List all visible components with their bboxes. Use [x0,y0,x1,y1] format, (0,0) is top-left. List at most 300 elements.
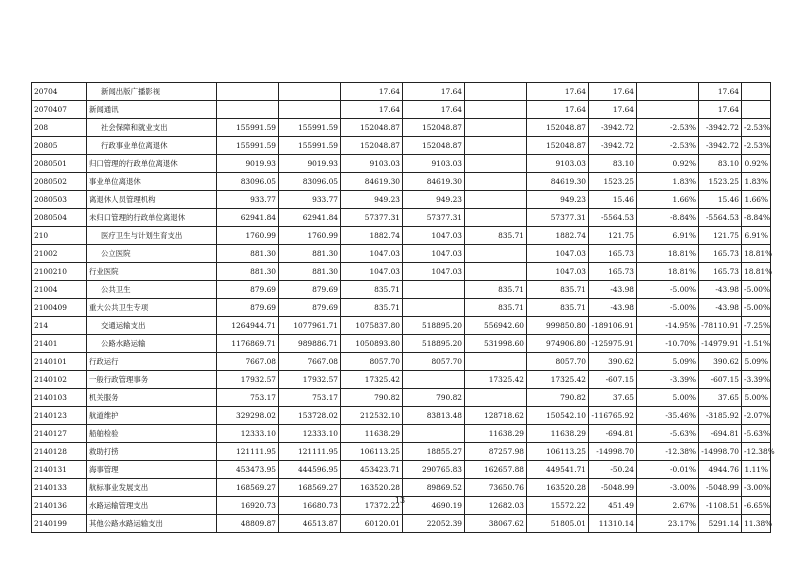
table-row [32,515,771,533]
amount-cell: 518895.20 [403,317,465,335]
amount-cell: 152048.87 [527,119,589,137]
amount-cell: 933.77 [279,191,341,209]
amount-cell: 152048.87 [527,137,589,155]
amount-cell: -8.84% [742,209,771,227]
amount-cell: 150542.10 [527,407,589,425]
amount-cell: 18.81% [742,245,771,263]
table-row [32,281,771,299]
amount-cell: 2.67% [637,497,699,515]
amount-cell [279,83,341,101]
subject-name-cell: 社会保障和就业支出 [87,119,217,137]
amount-cell: -12.38% [637,443,699,461]
amount-cell: 16920.73 [217,497,279,515]
amount-cell: -12.38% [742,443,771,461]
amount-cell: -2.07% [742,407,771,425]
subject-code-cell: 2140127 [32,425,87,443]
amount-cell: 1047.03 [403,263,465,281]
amount-cell [465,119,527,137]
amount-cell: 1047.03 [341,263,403,281]
amount-cell: 83096.05 [217,173,279,191]
amount-cell: 37.65 [699,389,742,407]
amount-cell: 933.77 [217,191,279,209]
subject-code-cell: 2140128 [32,443,87,461]
amount-cell: -189106.91 [589,317,637,335]
table-row [32,155,771,173]
amount-cell: 753.17 [279,389,341,407]
subject-name-cell: 新闻出版广播影视 [87,83,217,101]
amount-cell: 1.11% [742,461,771,479]
amount-cell: 1.66% [637,191,699,209]
amount-cell: 999850.80 [527,317,589,335]
amount-cell: 1077961.71 [279,317,341,335]
subject-code-cell: 21401 [32,335,87,353]
amount-cell: 168569.27 [217,479,279,497]
amount-cell: 62941.84 [279,209,341,227]
amount-cell: 449541.71 [527,461,589,479]
amount-cell: -14.95% [637,317,699,335]
amount-cell: 949.23 [403,191,465,209]
amount-cell: 38067.62 [465,515,527,533]
amount-cell: 1523.25 [699,173,742,191]
amount-cell [403,425,465,443]
amount-cell: 290765.83 [403,461,465,479]
amount-cell: -694.81 [699,425,742,443]
amount-cell: 879.69 [217,281,279,299]
amount-cell: 835.71 [341,299,403,317]
subject-name-cell: 机关服务 [87,389,217,407]
amount-cell: 949.23 [527,191,589,209]
amount-cell: 155991.59 [217,137,279,155]
amount-cell [465,245,527,263]
subject-code-cell: 2070407 [32,101,87,119]
amount-cell: 18.81% [637,263,699,281]
amount-cell: -5.63% [742,425,771,443]
subject-code-cell: 2080501 [32,155,87,173]
amount-cell: 11310.14 [589,515,637,533]
amount-cell: -5564.53 [589,209,637,227]
amount-cell: 1.83% [742,173,771,191]
amount-cell: 84619.30 [341,173,403,191]
amount-cell: 1047.03 [527,245,589,263]
subject-code-cell: 2140136 [32,497,87,515]
amount-cell: 17932.57 [217,371,279,389]
amount-cell: -3.00% [637,479,699,497]
amount-cell: 162657.88 [465,461,527,479]
amount-cell: -2.53% [637,119,699,137]
amount-cell: 60120.01 [341,515,403,533]
amount-cell: 165.73 [589,263,637,281]
amount-cell: 165.73 [699,245,742,263]
amount-cell: -607.15 [589,371,637,389]
subject-code-cell: 2140102 [32,371,87,389]
amount-cell: 1264944.71 [217,317,279,335]
amount-cell: 1075837.80 [341,317,403,335]
amount-cell: -3942.72 [699,137,742,155]
table-row [32,83,771,101]
subject-name-cell: 未归口管理的行政单位离退休 [87,209,217,227]
amount-cell: 73650.76 [465,479,527,497]
page-number: 13 [394,496,406,505]
amount-cell: 974906.80 [527,335,589,353]
subject-name-cell: 船舶检验 [87,425,217,443]
amount-cell: 121.75 [589,227,637,245]
amount-cell: 790.82 [403,389,465,407]
table-row [32,371,771,389]
subject-code-cell: 2080502 [32,173,87,191]
table-row [32,101,771,119]
subject-name-cell: 医疗卫生与计划生育支出 [87,227,217,245]
table-row [32,299,771,317]
amount-cell [465,155,527,173]
subject-code-cell: 2100210 [32,263,87,281]
subject-code-cell: 210 [32,227,87,245]
amount-cell: 1523.25 [589,173,637,191]
amount-cell: 17325.42 [527,371,589,389]
amount-cell: 15.46 [589,191,637,209]
amount-cell: -6.65% [742,497,771,515]
amount-cell: 17372.22 [341,497,403,515]
amount-cell: 329298.02 [217,407,279,425]
subject-code-cell: 20805 [32,137,87,155]
amount-cell: 163520.28 [527,479,589,497]
amount-cell [403,299,465,317]
amount-cell: 155991.59 [279,137,341,155]
amount-cell: 18.81% [637,245,699,263]
amount-cell: 835.71 [465,281,527,299]
amount-cell: 790.82 [341,389,403,407]
amount-cell: 121111.95 [279,443,341,461]
amount-cell: -5048.99 [699,479,742,497]
amount-cell [465,389,527,407]
amount-cell: 57377.31 [341,209,403,227]
amount-cell: 152048.87 [341,119,403,137]
amount-cell: -3185.92 [699,407,742,425]
amount-cell [637,101,699,119]
amount-cell: 1882.74 [527,227,589,245]
amount-cell: 390.62 [589,353,637,371]
subject-code-cell: 20704 [32,83,87,101]
amount-cell: 5.00% [742,389,771,407]
table-row [32,317,771,335]
amount-cell [217,101,279,119]
amount-cell: 17.64 [527,101,589,119]
amount-cell: 881.30 [217,263,279,281]
table-row [32,389,771,407]
subject-name-cell: 离退休人员管理机构 [87,191,217,209]
amount-cell: 16680.73 [279,497,341,515]
subject-name-cell: 航道维护 [87,407,217,425]
table-row [32,479,771,497]
table-row [32,173,771,191]
table-row [32,263,771,281]
subject-name-cell: 行政运行 [87,353,217,371]
amount-cell: 15572.22 [527,497,589,515]
subject-code-cell: 2140103 [32,389,87,407]
amount-cell [279,101,341,119]
table-row [32,191,771,209]
amount-cell: 556942.60 [465,317,527,335]
amount-cell: 881.30 [279,263,341,281]
amount-cell: 17932.57 [279,371,341,389]
table-row [32,209,771,227]
subject-name-cell: 海事管理 [87,461,217,479]
amount-cell: -5564.53 [699,209,742,227]
amount-cell: 1050893.80 [341,335,403,353]
amount-cell: 6.91% [742,227,771,245]
subject-name-cell: 新闻通讯 [87,101,217,119]
subject-name-cell: 归口管理的行政单位离退休 [87,155,217,173]
amount-cell: 51805.01 [527,515,589,533]
amount-cell: 57377.31 [527,209,589,227]
amount-cell: -2.53% [637,137,699,155]
subject-code-cell: 2140131 [32,461,87,479]
amount-cell: 12333.10 [279,425,341,443]
amount-cell: 84619.30 [527,173,589,191]
amount-cell: 17.64 [527,83,589,101]
amount-cell: 152048.87 [341,137,403,155]
subject-code-cell: 2140123 [32,407,87,425]
table-row [32,227,771,245]
subject-code-cell: 21002 [32,245,87,263]
table-row [32,137,771,155]
amount-cell: 1882.74 [341,227,403,245]
amount-cell: 6.91% [637,227,699,245]
amount-cell: 89869.52 [403,479,465,497]
amount-cell: 1760.99 [279,227,341,245]
amount-cell: 17.64 [403,101,465,119]
amount-cell: 4690.19 [403,497,465,515]
amount-cell: -43.98 [699,299,742,317]
subject-name-cell: 公共卫生 [87,281,217,299]
amount-cell: 949.23 [341,191,403,209]
amount-cell: -14998.70 [699,443,742,461]
subject-code-cell: 2140133 [32,479,87,497]
amount-cell: 18.81% [742,263,771,281]
amount-cell: 835.71 [465,299,527,317]
amount-cell: 790.82 [527,389,589,407]
amount-cell: 83096.05 [279,173,341,191]
amount-cell: -3.00% [742,479,771,497]
amount-cell [465,173,527,191]
amount-cell: -0.01% [637,461,699,479]
amount-cell: 15.46 [699,191,742,209]
amount-cell: 48809.87 [217,515,279,533]
amount-cell: 83.10 [589,155,637,173]
subject-code-cell: 2080504 [32,209,87,227]
amount-cell: 5.09% [637,353,699,371]
amount-cell: 106113.25 [341,443,403,461]
table-row [32,119,771,137]
amount-cell: 0.92% [742,155,771,173]
amount-cell: -116765.92 [589,407,637,425]
amount-cell: 879.69 [279,281,341,299]
amount-cell: -1.51% [742,335,771,353]
amount-cell [217,83,279,101]
amount-cell: 453473.95 [217,461,279,479]
amount-cell: 106113.25 [527,443,589,461]
amount-cell: -5048.99 [589,479,637,497]
amount-cell: 121.75 [699,227,742,245]
amount-cell: 155991.59 [217,119,279,137]
amount-cell: 62941.84 [217,209,279,227]
amount-cell: 153728.02 [279,407,341,425]
amount-cell: 9019.93 [217,155,279,173]
amount-cell: 835.71 [465,227,527,245]
amount-cell: 46513.87 [279,515,341,533]
subject-code-cell: 2080503 [32,191,87,209]
amount-cell: 1760.99 [217,227,279,245]
amount-cell: 22052.39 [403,515,465,533]
amount-cell: -3942.72 [589,137,637,155]
table-row [32,335,771,353]
subject-name-cell: 交通运输支出 [87,317,217,335]
subject-name-cell: 一般行政管理事务 [87,371,217,389]
amount-cell: 87257.98 [465,443,527,461]
amount-cell: 1047.03 [527,263,589,281]
amount-cell: 17.64 [589,101,637,119]
amount-cell: 11.38% [742,515,771,533]
amount-cell: 17.64 [341,83,403,101]
subject-name-cell: 重大公共卫生专项 [87,299,217,317]
subject-name-cell: 事业单位离退休 [87,173,217,191]
amount-cell: 152048.87 [403,137,465,155]
amount-cell: -5.00% [637,281,699,299]
amount-cell: -125975.91 [589,335,637,353]
amount-cell: 0.92% [637,155,699,173]
amount-cell: -607.15 [699,371,742,389]
amount-cell: 881.30 [217,245,279,263]
subject-code-cell: 21004 [32,281,87,299]
amount-cell: -5.63% [637,425,699,443]
amount-cell [403,371,465,389]
amount-cell: 12333.10 [217,425,279,443]
amount-cell [742,83,771,101]
subject-name-cell: 公路水路运输 [87,335,217,353]
amount-cell: 23.17% [637,515,699,533]
amount-cell: -43.98 [589,299,637,317]
amount-cell: 17.64 [403,83,465,101]
subject-name-cell: 行政事业单位离退休 [87,137,217,155]
amount-cell: 390.62 [699,353,742,371]
amount-cell: -3.39% [637,371,699,389]
amount-cell: 5.00% [637,389,699,407]
table-row [32,245,771,263]
amount-cell: 835.71 [527,281,589,299]
amount-cell: -2.53% [742,119,771,137]
amount-cell: 879.69 [217,299,279,317]
subject-code-cell: 2140101 [32,353,87,371]
budget-table [31,82,775,533]
amount-cell: 879.69 [279,299,341,317]
amount-cell: 17.64 [699,101,742,119]
amount-cell: 7667.08 [279,353,341,371]
amount-cell: 9019.93 [279,155,341,173]
amount-cell: 881.30 [279,245,341,263]
amount-cell: 84619.30 [403,173,465,191]
amount-cell: -7.25% [742,317,771,335]
table-row [32,425,771,443]
amount-cell: 8057.70 [527,353,589,371]
amount-cell: 212532.10 [341,407,403,425]
table-row [32,353,771,371]
amount-cell: -43.98 [699,281,742,299]
amount-cell [742,101,771,119]
amount-cell [465,191,527,209]
amount-cell [637,83,699,101]
amount-cell: 9103.03 [527,155,589,173]
amount-cell: 5.09% [742,353,771,371]
amount-cell: 4944.76 [699,461,742,479]
amount-cell: 753.17 [217,389,279,407]
amount-cell: 17.64 [589,83,637,101]
amount-cell: 163520.28 [341,479,403,497]
amount-cell: 1047.03 [403,245,465,263]
amount-cell: 1047.03 [341,245,403,263]
amount-cell: 128718.62 [465,407,527,425]
amount-cell: 168569.27 [279,479,341,497]
subject-code-cell: 2100409 [32,299,87,317]
amount-cell: 17.64 [699,83,742,101]
amount-cell [465,83,527,101]
amount-cell: 835.71 [341,281,403,299]
amount-cell: 7667.08 [217,353,279,371]
amount-cell [403,281,465,299]
amount-cell: 444596.95 [279,461,341,479]
amount-cell: 17325.42 [465,371,527,389]
amount-cell: 531998.60 [465,335,527,353]
amount-cell: -14979.91 [699,335,742,353]
amount-cell: -14998.70 [589,443,637,461]
subject-name-cell: 水路运输管理支出 [87,497,217,515]
subject-code-cell: 208 [32,119,87,137]
amount-cell: -50.24 [589,461,637,479]
amount-cell: -5.00% [637,299,699,317]
amount-cell: 1047.03 [403,227,465,245]
amount-cell: -3942.72 [699,119,742,137]
amount-cell: 121111.95 [217,443,279,461]
amount-cell: 1176869.71 [217,335,279,353]
table-row [32,443,771,461]
amount-cell: 989886.71 [279,335,341,353]
amount-cell [465,137,527,155]
table-row [32,407,771,425]
amount-cell: 165.73 [699,263,742,281]
amount-cell: 518895.20 [403,335,465,353]
amount-cell: 1.66% [742,191,771,209]
subject-name-cell: 公立医院 [87,245,217,263]
amount-cell: 83.10 [699,155,742,173]
amount-cell: -43.98 [589,281,637,299]
amount-cell: -8.84% [637,209,699,227]
subject-code-cell: 2140199 [32,515,87,533]
table-row [32,461,771,479]
amount-cell: 37.65 [589,389,637,407]
amount-cell: -35.46% [637,407,699,425]
amount-cell: 57377.31 [403,209,465,227]
amount-cell: -10.70% [637,335,699,353]
amount-cell [465,101,527,119]
amount-cell: 451.49 [589,497,637,515]
amount-cell: 11638.29 [341,425,403,443]
amount-cell: 17.64 [341,101,403,119]
subject-name-cell: 航标事业发展支出 [87,479,217,497]
amount-cell: 18855.27 [403,443,465,461]
amount-cell: 835.71 [527,299,589,317]
amount-cell [465,263,527,281]
amount-cell: 83813.48 [403,407,465,425]
amount-cell: -1108.51 [699,497,742,515]
amount-cell [465,209,527,227]
